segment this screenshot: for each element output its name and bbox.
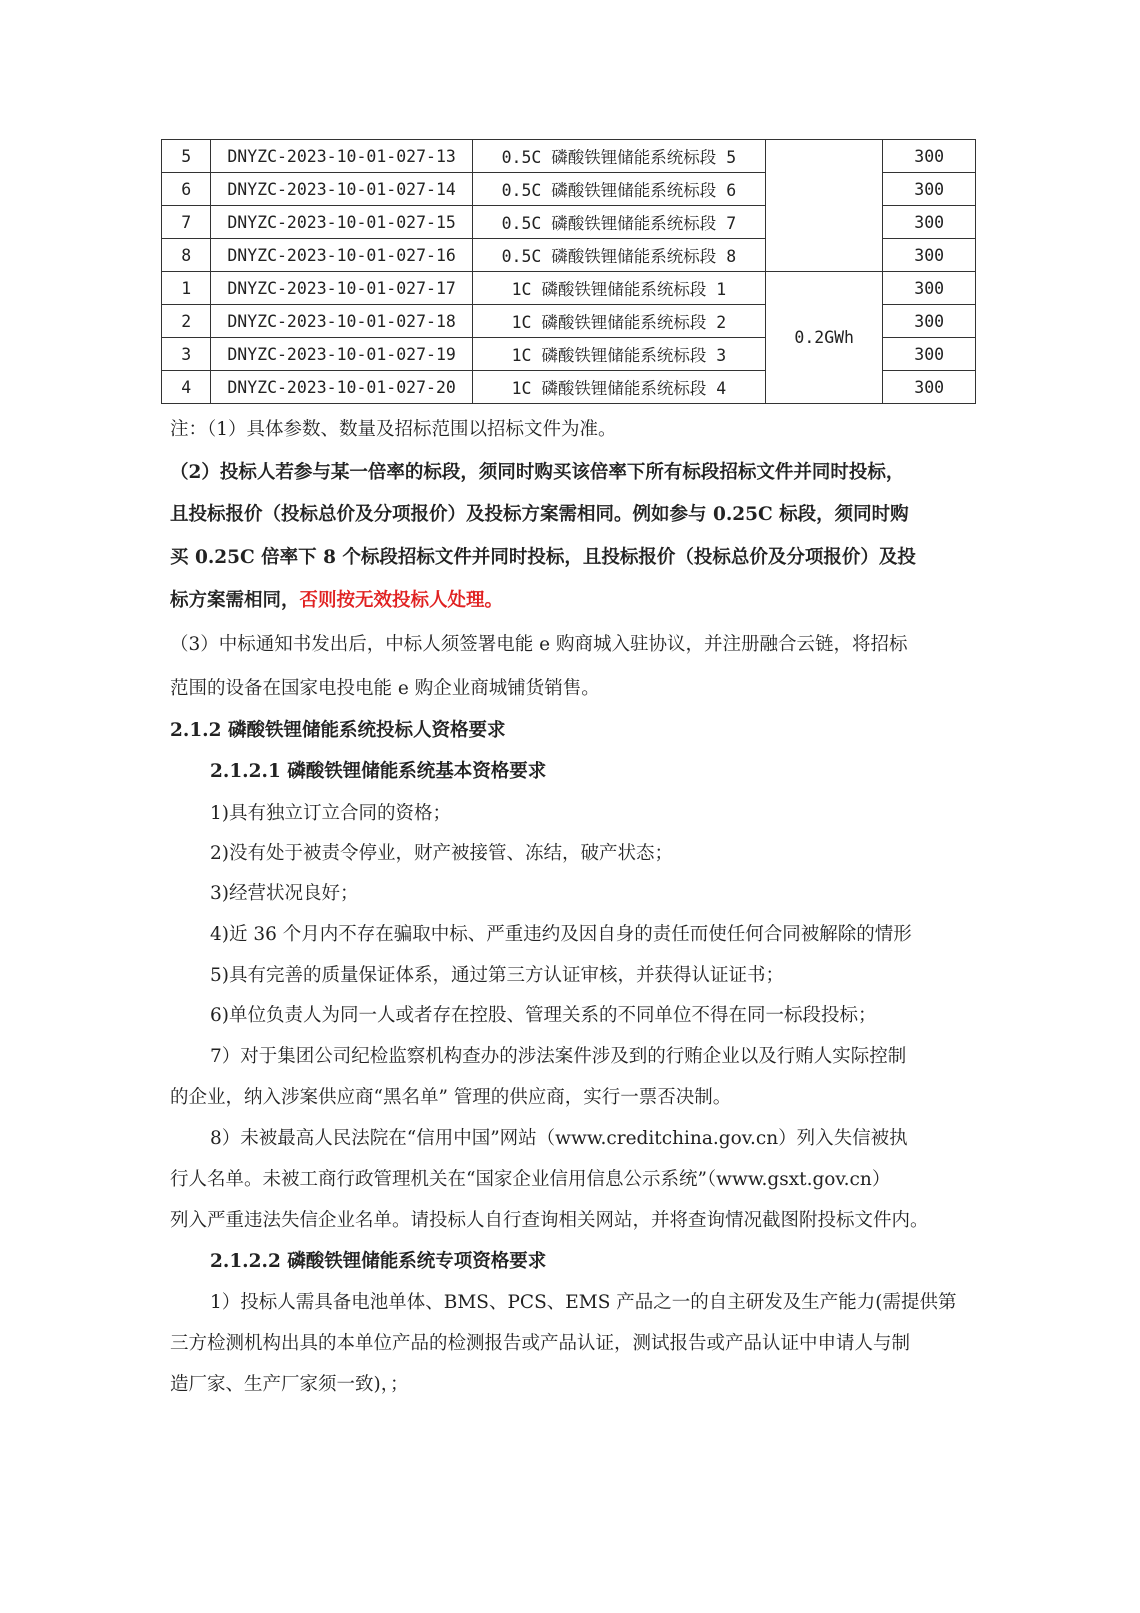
row-number: 6 [162,173,211,206]
row-number: 7 [162,206,211,239]
basic-req-4: 4)近 36 个月内不存在骗取中标、严重违约及因自身的责任而使任何合同被解除的情形 [210,924,912,945]
heading-2-1-2-2: 2.1.2.2 磷酸铁锂储能系统专项资格要求 [210,1251,547,1272]
note-2-text: 标方案需相同， [170,590,300,611]
quantity: 300 [883,239,976,272]
capacity-cell-empty [766,140,883,272]
basic-req-1: 1)具有独立订立合同的资格； [210,803,451,824]
basic-req-8-line-3: 列入严重违法失信企业名单。请投标人自行查询相关网站，并将查询情况截图附投标文件内。 [170,1210,929,1231]
row-number: 1 [162,272,211,305]
row-number: 3 [162,338,211,371]
bid-code: DNYZC-2023-10-01-027-15 [211,206,472,239]
quantity: 300 [883,173,976,206]
note-3-line-1: （3）中标通知书发出后，中标人须签署电能 e 购商城入驻协议，并注册融合云链，将招标 [170,634,908,655]
note-1: 注：（1）具体参数、数量及招标范围以招标文件为准。 [170,419,617,440]
special-req-1-line-3: 造厂家、生产厂家须一致)，； [170,1374,409,1395]
bid-code: DNYZC-2023-10-01-027-20 [211,371,472,404]
quantity: 300 [883,371,976,404]
basic-req-7-line-1: 7）对于集团公司纪检监察机构查办的涉法案件涉及到的行贿企业以及行贿人实际控制 [210,1046,907,1067]
row-number: 8 [162,239,211,272]
bid-name: 1C 磷酸铁锂储能系统标段 3 [472,338,765,371]
heading-2-1-2: 2.1.2 磷酸铁锂储能系统投标人资格要求 [170,720,506,741]
bid-code: DNYZC-2023-10-01-027-14 [211,173,472,206]
special-req-1-line-2: 三方检测机构出具的本单位产品的检测报告或产品认证，测试报告或产品认证中申请人与制 [170,1333,911,1354]
quantity: 300 [883,206,976,239]
basic-req-3: 3)经营状况良好； [210,883,359,904]
quantity: 300 [883,338,976,371]
table-row [162,272,976,305]
bid-code: DNYZC-2023-10-01-027-19 [211,338,472,371]
quantity: 300 [883,272,976,305]
special-req-1-line-1: 1）投标人需具备电池单体、BMS、PCS、EMS 产品之一的自主研发及生产能力(需提供第 [210,1292,957,1313]
note-3-line-2: 范围的设备在国家电投电能 e 购企业商城铺货销售。 [170,678,600,699]
note-2-warning: 否则按无效投标人处理。 [299,590,504,611]
bid-code: DNYZC-2023-10-01-027-17 [211,272,472,305]
bid-code: DNYZC-2023-10-01-027-18 [211,305,472,338]
basic-req-7-line-2: 的企业，纳入涉案供应商“黑名单” 管理的供应商，实行一票否决制。 [170,1087,732,1108]
bid-name: 0.5C 磷酸铁锂储能系统标段 5 [472,140,765,173]
bid-name: 1C 磷酸铁锂储能系统标段 4 [472,371,765,404]
capacity-cell: 0.2GWh [766,272,883,404]
quantity: 300 [883,305,976,338]
row-number: 4 [162,371,211,404]
basic-req-5: 5)具有完善的质量保证体系，通过第三方认证审核，并获得认证证书； [210,965,784,986]
note-2-line-1: （2）投标人若参与某一倍率的标段，须同时购买该倍率下所有标段招标文件并同时投标， [170,462,905,483]
bid-name: 1C 磷酸铁锂储能系统标段 2 [472,305,765,338]
bid-name: 0.5C 磷酸铁锂储能系统标段 8 [472,239,765,272]
bid-section-table [161,139,976,404]
bid-name: 1C 磷酸铁锂储能系统标段 1 [472,272,765,305]
basic-req-2: 2)没有处于被责令停业，财产被接管、冻结，破产状态； [210,843,673,864]
heading-2-1-2-1: 2.1.2.1 磷酸铁锂储能系统基本资格要求 [210,761,547,782]
basic-req-6: 6)单位负责人为同一人或者存在控股、管理关系的不同单位不得在同一标段投标； [210,1005,877,1026]
row-number: 5 [162,140,211,173]
basic-req-8-line-2: 行人名单。未被工商行政管理机关在“国家企业信用信息公示系统”（www.gsxt.gov.cn） [170,1169,891,1190]
bid-name: 0.5C 磷酸铁锂储能系统标段 6 [472,173,765,206]
note-2-line-2: 且投标报价（投标总价及分项报价）及投标方案需相同。例如参与 0.25C 标段，须同时购 [170,504,909,525]
note-2-line-3: 买 0.25C 倍率下 8 个标段招标文件并同时投标，且投标报价（投标总价及分项报价）及投 [170,547,916,568]
bid-name: 0.5C 磷酸铁锂储能系统标段 7 [472,206,765,239]
note-2-line-4 [170,587,980,615]
bid-code: DNYZC-2023-10-01-027-13 [211,140,472,173]
table-row [162,140,976,173]
quantity: 300 [883,140,976,173]
row-number: 2 [162,305,211,338]
bid-code: DNYZC-2023-10-01-027-16 [211,239,472,272]
basic-req-8-line-1: 8）未被最高人民法院在“信用中国”网站（www.creditchina.gov.cn）列入失信被执 [210,1128,908,1149]
